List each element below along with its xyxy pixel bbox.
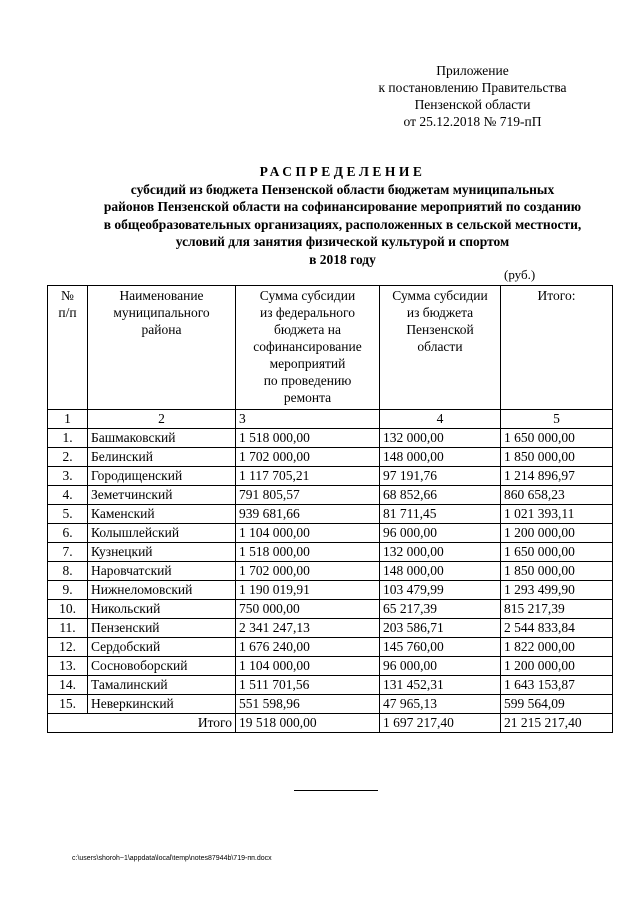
- table-row: [48, 676, 613, 695]
- header-name-line: района: [141, 322, 182, 337]
- table-row: [48, 562, 613, 581]
- row-number: 9.: [48, 581, 88, 600]
- row-number: 2.: [48, 448, 88, 467]
- row-number: 3.: [48, 467, 88, 486]
- district-name: Кузнецкий: [88, 543, 236, 562]
- header-federal-line: бюджета на: [274, 322, 341, 337]
- column-number-row: [48, 410, 613, 429]
- federal-amount: 1 104 000,00: [236, 524, 380, 543]
- federal-amount: 1 518 000,00: [236, 543, 380, 562]
- district-name: Белинский: [88, 448, 236, 467]
- federal-amount: 551 598,96: [236, 695, 380, 714]
- regional-amount: 96 000,00: [380, 657, 501, 676]
- district-name: Наровчатский: [88, 562, 236, 581]
- table-row: [48, 429, 613, 448]
- total-amount: 1 643 153,87: [501, 676, 613, 695]
- federal-amount: 1 518 000,00: [236, 429, 380, 448]
- row-number: 12.: [48, 638, 88, 657]
- district-name: Городищенский: [88, 467, 236, 486]
- federal-amount: 1 511 701,56: [236, 676, 380, 695]
- header-name-line: муниципального: [113, 305, 210, 320]
- total-amount: 1 021 393,11: [501, 505, 613, 524]
- title-line-3: в общеобразовательных организациях, расположенных в сельской местности,: [103, 216, 582, 232]
- federal-amount: 791 805,57: [236, 486, 380, 505]
- header-federal-line: Сумма субсидии: [259, 288, 356, 303]
- totals-row: [48, 714, 613, 733]
- total-amount: 1 650 000,00: [501, 543, 613, 562]
- document-title: [60, 163, 625, 268]
- row-number: 7.: [48, 543, 88, 562]
- header-num: [48, 286, 88, 410]
- row-number: 10.: [48, 600, 88, 619]
- total-amount: 860 658,23: [501, 486, 613, 505]
- regional-amount: 132 000,00: [380, 543, 501, 562]
- table-row: [48, 543, 613, 562]
- total-amount: 815 217,39: [501, 600, 613, 619]
- total-amount: 1 850 000,00: [501, 448, 613, 467]
- federal-amount: 1 190 019,91: [236, 581, 380, 600]
- distribution-table: [47, 285, 613, 733]
- title-line-5: в 2018 году: [309, 251, 376, 267]
- district-name: Каменский: [88, 505, 236, 524]
- table-row: [48, 467, 613, 486]
- regional-amount: 103 479,99: [380, 581, 501, 600]
- header-total: [501, 286, 613, 410]
- row-number: 15.: [48, 695, 88, 714]
- appendix-line-3: Пензенской области: [414, 97, 531, 112]
- district-name: Неверкинский: [88, 695, 236, 714]
- header-regional-line: из бюджета: [406, 305, 474, 320]
- header-row: [48, 286, 613, 410]
- header-regional-line: Пензенской: [406, 322, 474, 337]
- total-amount: 1 214 896,97: [501, 467, 613, 486]
- totals-total: 21 215 217,40: [501, 714, 613, 733]
- header-federal-line: мероприятий: [269, 356, 346, 371]
- header-federal-line: по проведению: [263, 373, 352, 388]
- appendix-line-2: к постановлению Правительства: [378, 80, 567, 95]
- appendix-line-4: от 25.12.2018 № 719-пП: [403, 114, 542, 129]
- district-name: Сердобский: [88, 638, 236, 657]
- district-name: Земетчинский: [88, 486, 236, 505]
- row-number: 5.: [48, 505, 88, 524]
- federal-amount: 939 681,66: [236, 505, 380, 524]
- appendix-block: [350, 62, 595, 130]
- header-federal: [236, 286, 380, 410]
- regional-amount: 132 000,00: [380, 429, 501, 448]
- currency-unit: (руб.): [504, 267, 536, 282]
- regional-amount: 97 191,76: [380, 467, 501, 486]
- title-line-2: районов Пензенской области на софинансирование мероприятий по созданию: [103, 199, 582, 214]
- title-heading: РАСПРЕДЕЛЕНИЕ: [259, 164, 426, 179]
- column-number: 3: [236, 410, 380, 429]
- row-number: 6.: [48, 524, 88, 543]
- regional-amount: 65 217,39: [380, 600, 501, 619]
- table-header: [48, 286, 613, 429]
- regional-amount: 131 452,31: [380, 676, 501, 695]
- district-name: Тамалинский: [88, 676, 236, 695]
- table-row: [48, 581, 613, 600]
- regional-amount: 96 000,00: [380, 524, 501, 543]
- regional-amount: 68 852,66: [380, 486, 501, 505]
- header-regional: [380, 286, 501, 410]
- table-row: [48, 695, 613, 714]
- column-number: 1: [48, 410, 88, 429]
- table-row: [48, 619, 613, 638]
- total-amount: 599 564,09: [501, 695, 613, 714]
- table-footer: [48, 714, 613, 733]
- total-amount: 1 650 000,00: [501, 429, 613, 448]
- federal-amount: 1 702 000,00: [236, 562, 380, 581]
- federal-amount: 2 341 247,13: [236, 619, 380, 638]
- totals-regional: 1 697 217,40: [380, 714, 501, 733]
- row-number: 8.: [48, 562, 88, 581]
- regional-amount: 148 000,00: [380, 448, 501, 467]
- regional-amount: 148 000,00: [380, 562, 501, 581]
- table-row: [48, 505, 613, 524]
- table-body: [48, 429, 613, 714]
- total-amount: 1 293 499,90: [501, 581, 613, 600]
- header-federal-line: ремонта: [283, 390, 332, 405]
- row-number: 4.: [48, 486, 88, 505]
- total-amount: 2 544 833,84: [501, 619, 613, 638]
- table-row: [48, 486, 613, 505]
- total-amount: 1 822 000,00: [501, 638, 613, 657]
- column-number: 4: [380, 410, 501, 429]
- row-number: 13.: [48, 657, 88, 676]
- header-name: [88, 286, 236, 410]
- header-federal-line: из федерального: [259, 305, 356, 320]
- regional-amount: 81 711,45: [380, 505, 501, 524]
- title-line-4: условий для занятия физической культурой и спортом: [175, 234, 510, 249]
- district-name: Башмаковский: [88, 429, 236, 448]
- totals-federal: 19 518 000,00: [236, 714, 380, 733]
- table-row: [48, 524, 613, 543]
- table-row: [48, 448, 613, 467]
- district-name: Пензенский: [88, 619, 236, 638]
- row-number: 1.: [48, 429, 88, 448]
- regional-amount: 47 965,13: [380, 695, 501, 714]
- header-federal-line: софинансирование: [253, 339, 362, 354]
- column-number: 2: [88, 410, 236, 429]
- file-path: c:\users\shoroh~1\appdata\local\temp\notes87944b\719-пп.docx: [72, 855, 272, 862]
- row-number: 11.: [48, 619, 88, 638]
- header-num-line: №: [61, 288, 74, 303]
- totals-label: Итого: [48, 714, 236, 733]
- header-num-line: п/п: [58, 305, 77, 320]
- table-row: [48, 600, 613, 619]
- header-regional-line: Сумма субсидии: [392, 288, 488, 303]
- regional-amount: 145 760,00: [380, 638, 501, 657]
- table-row: [48, 657, 613, 676]
- federal-amount: 1 117 705,21: [236, 467, 380, 486]
- district-name: Никольский: [88, 600, 236, 619]
- federal-amount: 1 676 240,00: [236, 638, 380, 657]
- total-amount: 1 200 000,00: [501, 657, 613, 676]
- header-regional-line: области: [417, 339, 463, 354]
- federal-amount: 750 000,00: [236, 600, 380, 619]
- district-name: Сосновоборский: [88, 657, 236, 676]
- table-row: [48, 638, 613, 657]
- appendix-line-1: Приложение: [436, 63, 509, 78]
- district-name: Колышлейский: [88, 524, 236, 543]
- district-name: Нижнеломовский: [88, 581, 236, 600]
- total-amount: 1 200 000,00: [501, 524, 613, 543]
- federal-amount: 1 104 000,00: [236, 657, 380, 676]
- header-name-line: Наименование: [119, 288, 204, 303]
- total-amount: 1 850 000,00: [501, 562, 613, 581]
- header-total-line: Итого:: [537, 288, 576, 303]
- title-line-1: субсидий из бюджета Пензенской области бюджетам муниципальных: [130, 181, 555, 197]
- column-number: 5: [501, 410, 613, 429]
- row-number: 14.: [48, 676, 88, 695]
- separator-line: [294, 790, 378, 791]
- regional-amount: 203 586,71: [380, 619, 501, 638]
- federal-amount: 1 702 000,00: [236, 448, 380, 467]
